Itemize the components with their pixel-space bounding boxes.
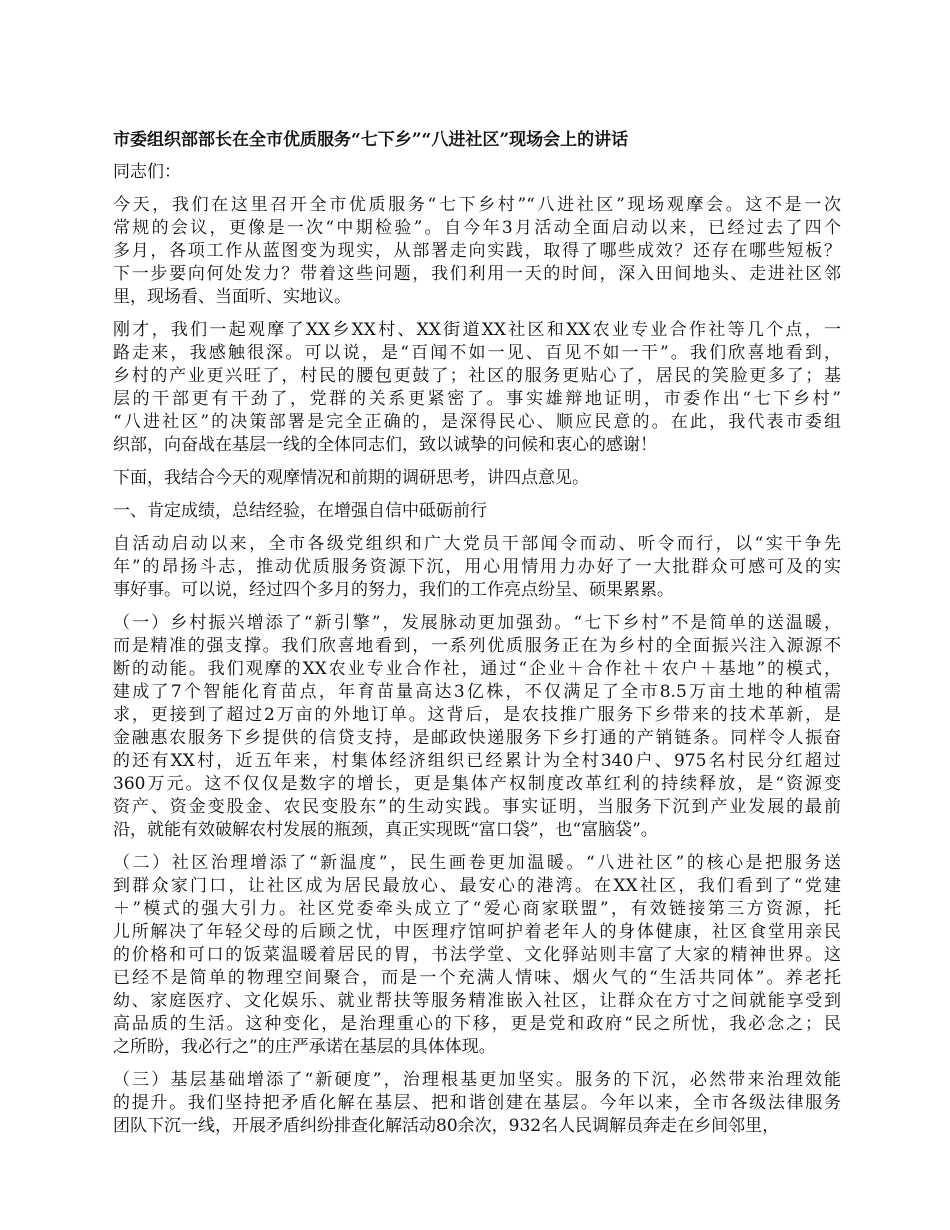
text-line: “八进社区”的决策部署是完全正确的，是深得民心、顺应民意的。在此，我代表市委组 bbox=[113, 412, 841, 432]
paragraph bbox=[113, 612, 841, 842]
paragraph bbox=[113, 194, 841, 309]
text-line: 360万元。这不仅仅是数字的增长，更是集体产权制度改革红利的持续释放，是“资源变 bbox=[113, 774, 841, 794]
text-line: 的价格和可口的饭菜温暖着居民的胃，书法学堂、文化驿站则丰富了大家的精神世界。这 bbox=[113, 945, 841, 965]
text-line: 年”的昂扬斗志，推动优质服务资源下沉，用心用情用力办好了一大批群众可感可及的实 bbox=[113, 557, 841, 577]
text-line: （二）社区治理增添了“新温度”，民生画卷更加温暖。“八进社区”的核心是把服务送 bbox=[113, 853, 841, 873]
document-title: 市委组织部部长在全市优质服务“七下乡”“八进社区”现场会上的讲话 bbox=[113, 130, 629, 150]
text-line: 的提升。我们坚持把矛盾化解在基层、把和谐创建在基层。今年以来，全市各级法律服务 bbox=[113, 1093, 841, 1113]
text-line: 而是精准的强支撑。我们欣喜地看到，一系列优质服务正在为乡村的全面振兴注入源源不 bbox=[113, 636, 841, 656]
text-line: 下面，我结合今天的观摩情况和前期的调研思考，讲四点意见。 bbox=[113, 468, 589, 488]
text-line: 的还有XX村，近五年来，村集体经济组织已经累计为全村340户、975名村民分红超过 bbox=[113, 751, 841, 771]
paragraph bbox=[113, 533, 841, 602]
text-line: 金融惠农服务下乡提供的信贷支持，是邮政快递服务下乡打通的产销链条。同样令人振奋 bbox=[113, 728, 841, 748]
text-line: 乡村的产业更兴旺了，村民的腰包更鼓了；社区的服务更贴心了，居民的笑脸更多了；基 bbox=[113, 366, 841, 386]
text-line: （三）基层基础增添了“新硬度”，治理根基更加坚实。服务的下沉，必然带来治理效能 bbox=[113, 1070, 841, 1090]
text-line: ＋”模式的强大引力。社区党委牵头成立了“爱心商家联盟”，有效链接第三方资源，托 bbox=[113, 899, 841, 919]
text-line: 常规的会议，更像是一次“中期检验”。自今年3月活动全面启动以来，已经过去了四个 bbox=[113, 218, 841, 238]
text-line: 高品质的生活。这种变化，是治理重心的下移，更是党和政府“民之所忧，我必念之；民 bbox=[113, 1014, 841, 1034]
salutation bbox=[113, 161, 841, 184]
text-line: 今天，我们在这里召开全市优质服务“七下乡村”“八进社区”现场观摩会。这不是一次 bbox=[113, 195, 841, 215]
text-line: 下一步要向何处发力？带着这些问题，我们利用一天的时间，深入田间地头、走进社区邻 bbox=[113, 264, 841, 284]
text-line: 团队下沉一线，开展矛盾纠纷排查化解活动80余次，932名人民调解员奔走在乡间邻里， bbox=[113, 1116, 780, 1136]
text-line: 事好事。可以说，经过四个多月的努力，我们的工作亮点纷呈、硕果累累。 bbox=[113, 580, 674, 600]
section-heading bbox=[113, 500, 841, 523]
text-line: 多月，各项工作从蓝图变为现实，从部署走向实践，取得了哪些成效？还存在哪些短板？ bbox=[113, 241, 841, 261]
text-line: 之所盼，我必行之”的庄严承诺在基层的具体体现。 bbox=[113, 1037, 496, 1057]
text-line: 断的动能。我们观摩的XX农业专业合作社，通过“企业＋合作社＋农户＋基地”的模式， bbox=[113, 659, 841, 679]
text-line: 自活动启动以来，全市各级党组织和广大党员干部闻令而动、听令而行，以“实干争先 bbox=[113, 534, 841, 554]
text-line: 求，更接到了超过2万亩的外地订单。这背后，是农技推广服务下乡带来的技术革新，是 bbox=[113, 705, 841, 725]
text-line: 织部，向奋战在基层一线的全体同志们，致以诚挚的问候和衷心的感谢！ bbox=[113, 435, 657, 455]
text-line: 沿，就能有效破解农村发展的瓶颈，真正实现既“富口袋”，也“富脑袋”。 bbox=[113, 820, 658, 840]
text-line: 到群众家门口，让社区成为居民最放心、最安心的港湾。在XX社区，我们看到了“党建 bbox=[113, 876, 841, 896]
document-body bbox=[113, 129, 841, 1148]
paragraph bbox=[113, 1069, 841, 1138]
text-line: （一）乡村振兴增添了“新引擎”，发展脉动更加强劲。“七下乡村”不是简单的送温暖， bbox=[113, 613, 841, 633]
text-line: 层的干部更有干劲了，党群的关系更紧密了。事实雄辩地证明，市委作出“七下乡村” bbox=[113, 389, 841, 409]
text-line: 一、肯定成绩，总结经验，在增强自信中砥砺前行 bbox=[113, 501, 487, 521]
text-line: 建成了7个智能化育苗点，年育苗量高达3亿株，不仅满足了全市8.5万亩土地的种植需 bbox=[113, 682, 841, 702]
paragraph bbox=[113, 467, 841, 490]
text-line: 路走来，我感触很深。可以说，是“百闻不如一见、百见不如一干”。我们欣喜地看到， bbox=[113, 343, 841, 363]
paragraph bbox=[113, 852, 841, 1059]
text-line: 刚才，我们一起观摩了XX乡XX村、XX街道XX社区和XX农业专业合作社等几个点，一 bbox=[113, 320, 841, 340]
text-line: 里，现场看、当面听、实地议。 bbox=[113, 287, 351, 307]
text-line: 儿所解决了年轻父母的后顾之忧，中医理疗馆呵护着老年人的身体健康，社区食堂用亲民 bbox=[113, 922, 841, 942]
text-line: 已经不是简单的物理空间聚合，而是一个充满人情味、烟火气的“生活共同体”。养老托 bbox=[113, 968, 841, 988]
paragraph bbox=[113, 319, 841, 457]
text-line: 资产、资金变股金、农民变股东”的生动实践。事实证明，当服务下沉到产业发展的最前 bbox=[113, 797, 841, 817]
text-line: 幼、家庭医疗、文化娱乐、就业帮扶等服务精准嵌入社区，让群众在方寸之间就能享受到 bbox=[113, 991, 841, 1011]
text-line: 同志们： bbox=[113, 162, 181, 182]
